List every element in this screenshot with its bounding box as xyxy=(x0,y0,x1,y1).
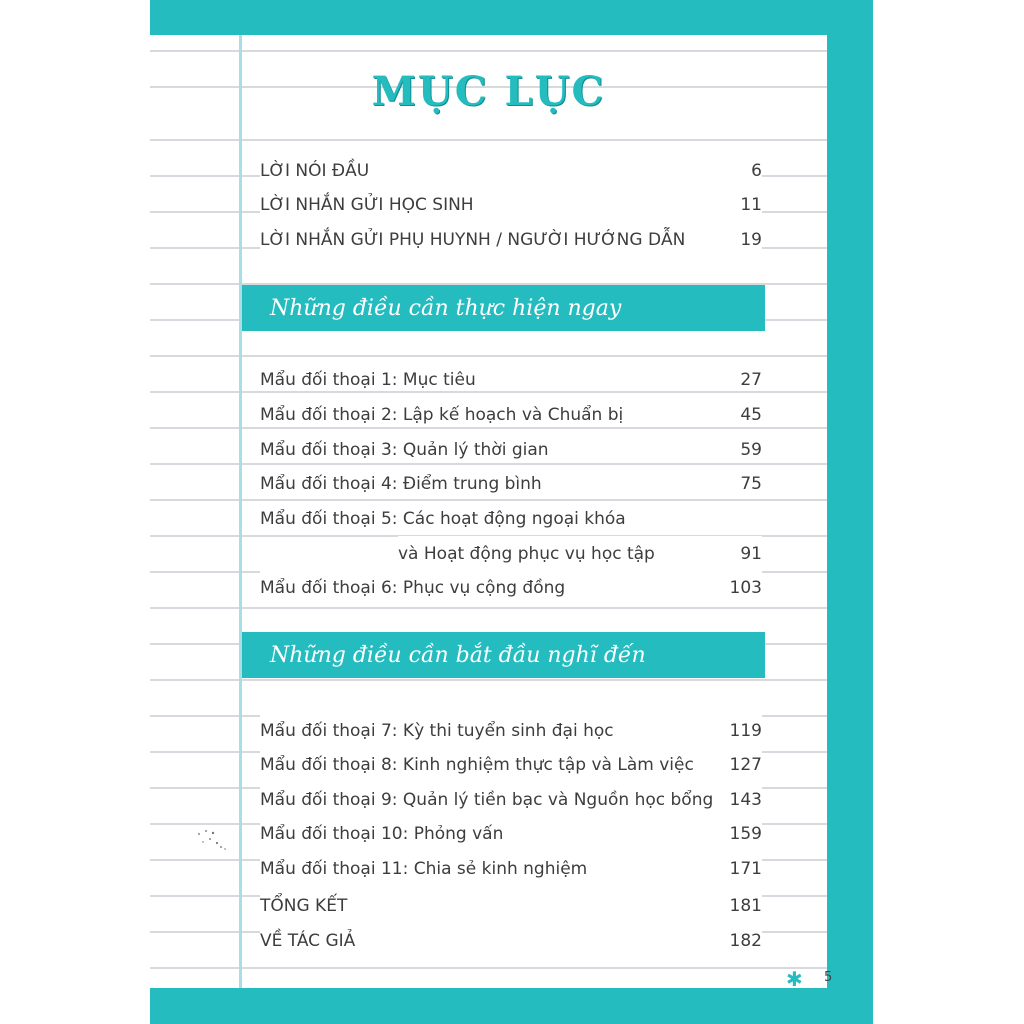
toc-entry-label: LỜI NÓI ĐẦU xyxy=(260,161,370,181)
toc-entry-page: 19 xyxy=(740,230,762,250)
toc-entry[interactable] xyxy=(260,713,762,741)
toc-entry[interactable] xyxy=(260,432,762,460)
toc-entry-label: LỜI NHẮN GỬI PHỤ HUYNH / NGƯỜI HƯỚNG DẪN xyxy=(260,230,686,250)
toc-entry[interactable] xyxy=(260,153,762,181)
toc-entry[interactable] xyxy=(260,782,762,810)
toc-entry-label: VỀ TÁC GIẢ xyxy=(260,931,356,951)
ink-dots-icon xyxy=(195,825,230,855)
toc-entry-label: Mẩu đối thoại 2: Lập kế hoạch và Chuẩn bị xyxy=(260,405,624,425)
toc-entry-page: 171 xyxy=(729,859,762,879)
toc-entry[interactable] xyxy=(260,362,762,390)
toc-entry-page: 182 xyxy=(729,931,762,951)
toc-entry-page: 127 xyxy=(729,755,762,775)
toc-entry-label: Mẩu đối thoại 11: Chia sẻ kinh nghiệm xyxy=(260,859,588,879)
margin-line xyxy=(239,35,242,988)
toc-entry[interactable] xyxy=(260,888,762,916)
toc-entry-page: 59 xyxy=(740,440,762,460)
notebook-page xyxy=(150,35,827,988)
toc-entry[interactable] xyxy=(260,816,762,844)
toc-entry-label: Mẩu đối thoại 1: Mục tiêu xyxy=(260,370,476,390)
toc-entry[interactable] xyxy=(260,501,762,529)
section-header: Những điều cần thực hiện ngay xyxy=(242,285,765,331)
page-number: 5 xyxy=(824,970,833,985)
toc-entry-page: 159 xyxy=(729,824,762,844)
snowflake-icon: ✱ xyxy=(786,967,803,991)
toc-entry-page: 103 xyxy=(729,578,762,598)
toc-entry-label: Mẩu đối thoại 4: Điểm trung bình xyxy=(260,474,542,494)
toc-entry[interactable] xyxy=(260,466,762,494)
toc-entry-label: Mẩu đối thoại 10: Phỏng vấn xyxy=(260,824,504,844)
toc-entry[interactable] xyxy=(260,397,762,425)
page-title: MỤC LỤC xyxy=(371,68,606,115)
toc-entry[interactable] xyxy=(260,747,762,775)
toc-entry-page: 143 xyxy=(729,790,762,810)
toc-entry-label: Mẩu đối thoại 9: Quản lý tiền bạc và Nguồn học bổng xyxy=(260,790,714,810)
toc-entry-page: 6 xyxy=(751,161,762,181)
toc-entry-label: TỔNG KẾT xyxy=(260,896,348,916)
toc-entry-label: Mẩu đối thoại 8: Kinh nghiệm thực tập và Làm việc xyxy=(260,755,694,775)
toc-entry-continuation[interactable] xyxy=(398,536,762,564)
toc-entry-page: 11 xyxy=(740,195,762,215)
toc-entry[interactable] xyxy=(260,923,762,951)
toc-entry-label: Mẩu đối thoại 5: Các hoạt động ngoại khóa xyxy=(260,509,626,529)
toc-entry[interactable] xyxy=(260,187,762,215)
toc-entry-page: 27 xyxy=(740,370,762,390)
toc-entry-page: 119 xyxy=(729,721,762,741)
toc-entry-page: 181 xyxy=(729,896,762,916)
toc-entry-page: 45 xyxy=(740,405,762,425)
toc-entry-page: 75 xyxy=(740,474,762,494)
toc-entry[interactable] xyxy=(260,570,762,598)
toc-entry-label: Mẩu đối thoại 3: Quản lý thời gian xyxy=(260,440,549,460)
toc-entry[interactable] xyxy=(260,851,762,879)
toc-entry-label: Mẩu đối thoại 7: Kỳ thi tuyển sinh đại học xyxy=(260,721,614,741)
toc-entry-label: LỜI NHẮN GỬI HỌC SINH xyxy=(260,195,474,215)
toc-entry-label: và Hoạt động phục vụ học tập xyxy=(398,544,655,564)
section-header: Những điều cần bắt đầu nghĩ đến xyxy=(242,632,765,678)
toc-entry-page: 91 xyxy=(740,544,762,564)
toc-entry-label: Mẩu đối thoại 6: Phục vụ cộng đồng xyxy=(260,578,566,598)
toc-entry[interactable] xyxy=(260,222,762,250)
